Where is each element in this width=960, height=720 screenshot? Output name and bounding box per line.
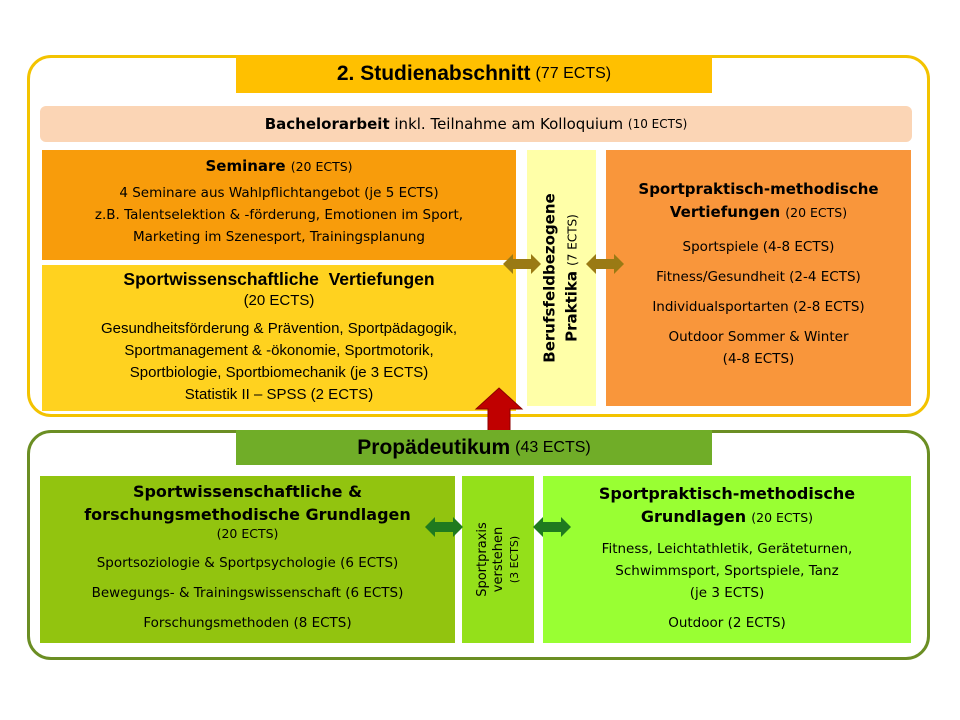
sportprakt-vertiefungen-item: (4-8 ECTS) [722,351,795,367]
sportprakt-vertiefungen-title-line1: Sportpraktisch-methodische [638,180,879,198]
praktika-title-line1: Berufsfeldbezogene [540,193,559,363]
sportwiss-vertiefungen-title: Sportwissenschaftliche Vertiefungen [123,269,435,289]
sportwiss-vertiefungen-line: Gesundheitsförderung & Prävention, Sportpädagogik, [100,320,458,337]
seminare-line: z.B. Talentselektion & -förderung, Emotionen im Sport, [94,207,464,223]
sportwiss-grundlagen-item: Sportsoziologie & Sportpsychologie (6 ECTS) [96,555,399,571]
double-arrow-icon [532,516,572,538]
double-arrow-icon [424,516,464,538]
sportprakt-grundlagen-ects: (20 ECTS) [751,510,814,525]
seminare-ects: (20 ECTS) [290,159,353,174]
sportprakt-grundlagen-line: Schwimmsport, Sportspiele, Tanz [615,563,839,579]
double-arrow-icon [585,253,625,275]
sportprakt-vertiefungen-ects: (20 ECTS) [785,205,848,220]
sportprakt-grundlagen-line: Fitness, Leichtathletik, Geräteturnen, [601,541,853,557]
sportpraxis-ects: (3 ECTS) [507,535,521,584]
praktika-title-line2: Praktika [562,270,581,342]
sportprakt-grundlagen-line: (je 3 ECTS) [689,585,765,601]
sportprakt-grundlagen-box [543,476,911,643]
upper-section-header [236,55,712,93]
upper-section-ects: (77 ECTS) [535,65,612,82]
sportprakt-vertiefungen-item: Individualsportarten (2-8 ECTS) [652,299,865,315]
sportprakt-vertiefungen-item: Fitness/Gesundheit (2-4 ECTS) [656,269,861,285]
sportprakt-grundlagen-extra: Outdoor (2 ECTS) [668,615,786,631]
sportprakt-vertiefungen-item: Outdoor Sommer & Winter [668,329,849,345]
sportwiss-grundlagen-ects: (20 ECTS) [216,526,279,541]
lower-section-header [236,430,712,465]
sportwiss-grundlagen-title-line1: Sportwissenschaftliche & [132,482,363,501]
lower-section-ects: (43 ECTS) [515,438,591,456]
seminare-line: Marketing im Szenesport, Trainingsplanung [132,229,425,245]
seminare-box [42,150,516,260]
sportprakt-vertiefungen-title-line2: Vertiefungen [669,203,781,221]
lower-section-title: Propädeutikum [357,435,511,459]
sportpraxis-line1: Sportpraxis [474,522,490,597]
sportwiss-grundlagen-item: Bewegungs- & Trainingswissenschaft (6 ECTS) [91,585,404,601]
bachelor-thesis-ects: (10 ECTS) [627,117,688,131]
sportwiss-vertiefungen-line: Statistik II – SPSS (2 ECTS) [184,386,374,403]
sportprakt-grundlagen-title-line1: Sportpraktisch-methodische [598,484,856,503]
sportpraxis-box [462,476,534,643]
double-arrow-icon [502,253,542,275]
sportwiss-grundlagen-title-line2: forschungsmethodische Grundlagen [84,505,411,524]
praktika-box [527,150,596,406]
seminare-line: 4 Seminare aus Wahlpflichtangebot (je 5 ECTS) [119,185,439,201]
sportprakt-vertiefungen-item: Sportspiele (4-8 ECTS) [682,239,835,255]
upper-section-title: 2. Studienabschnitt [336,62,531,85]
bachelor-thesis-text: inkl. Teilnahme am Kolloquium [389,115,628,133]
sportpraxis-line2: verstehen [490,526,506,593]
sportwiss-vertiefungen-line: Sportmanagement & -ökonomie, Sportmotorik, [124,342,434,359]
sportwiss-vertiefungen-box [42,265,516,411]
praktika-ects: (7 ECTS) [565,214,580,266]
bachelor-thesis-title: Bachelorarbeit [264,115,390,133]
sportwiss-vertiefungen-ects: (20 ECTS) [243,292,315,309]
sportwiss-vertiefungen-line: Sportbiologie, Sportbiomechanik (je 3 ECTS) [129,364,429,381]
sportwiss-grundlagen-box [40,476,455,643]
sportprakt-vertiefungen-box [606,150,911,406]
up-arrow-icon [474,387,524,433]
sportwiss-grundlagen-item: Forschungsmethoden (8 ECTS) [143,615,352,631]
sportprakt-grundlagen-title-line2: Grundlagen [640,507,747,526]
bachelor-thesis-box [40,106,912,142]
seminare-title: Seminare [205,157,286,175]
